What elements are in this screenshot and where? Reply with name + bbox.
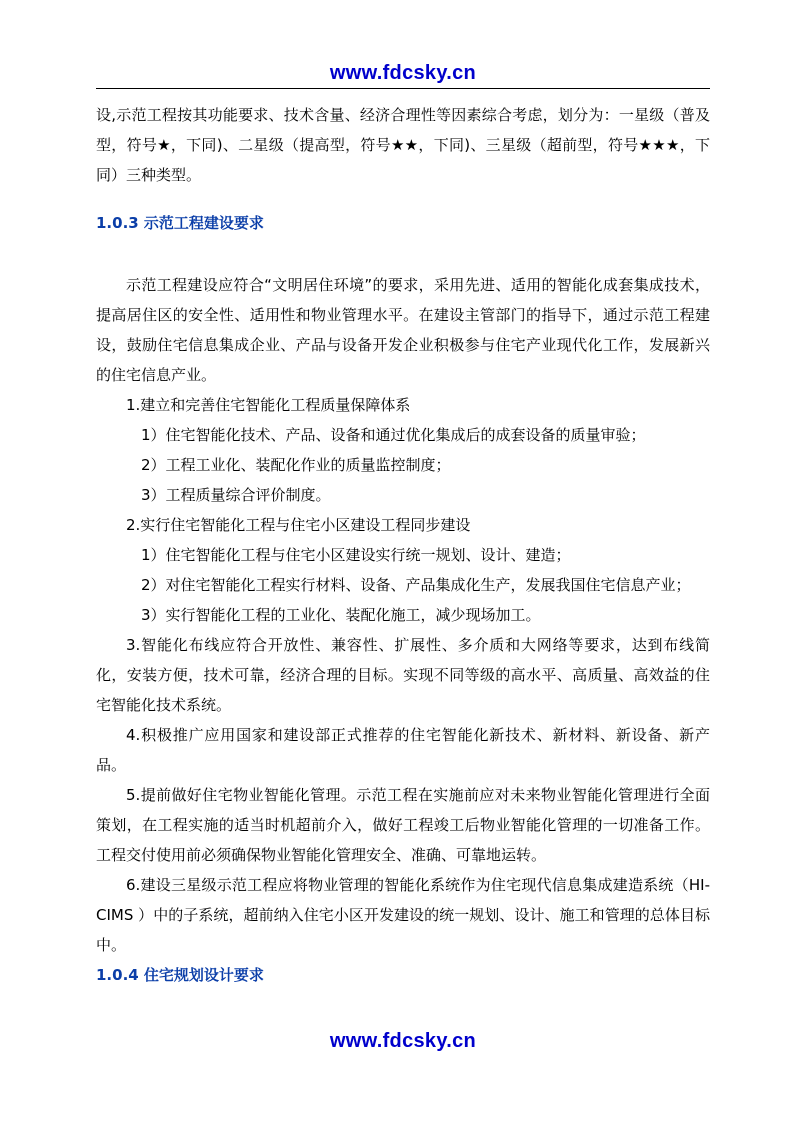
list-item-2: 2.实行住宅智能化工程与住宅小区建设工程同步建设 bbox=[126, 516, 471, 534]
list-item-4: 4.积极推广应用国家和建设部正式推荐的住宅智能化新技术、新材料、新设备、新产品。 bbox=[96, 726, 710, 774]
list-item-2-2: 2）对住宅智能化工程实行材料、设备、产品集成化生产，发展我国住宅信息产业； bbox=[141, 576, 691, 594]
list-item-2-3: 3）实行智能化工程的工业化、装配化施工，减少现场加工。 bbox=[141, 606, 541, 624]
section-heading-1-0-3: 1.0.3 示范工程建设要求 bbox=[96, 214, 264, 232]
list-item-2-1: 1）住宅智能化工程与住宅小区建设实行统一规划、设计、建造； bbox=[141, 546, 571, 564]
list-item-1-3: 3）工程质量综合评价制度。 bbox=[141, 486, 331, 504]
list-item-6: 6.建设三星级示范工程应将物业管理的智能化系统作为住宅现代信息集成建造系统（HI-CIMS ）中的子系统，超前纳入住宅小区开发建设的统一规划、设计、施工和管理的总体目标中。 bbox=[96, 876, 710, 954]
list-item-1-2: 2）工程工业化、装配化作业的质量监控制度； bbox=[141, 456, 451, 474]
section-heading-1-0-4: 1.0.4 住宅规划设计要求 bbox=[96, 966, 264, 984]
list-item-1: 1.建立和完善住宅智能化工程质量保障体系 bbox=[126, 396, 411, 414]
list-item-3: 3.智能化布线应符合开放性、兼容性、扩展性、多介质和大网络等要求，达到布线简化，安装方便，技术可靠，经济合理的目标。实现不同等级的高水平、高质量、高效益的住宅智能化技术系统。 bbox=[96, 636, 710, 714]
list-item-1-1: 1）住宅智能化技术、产品、设备和通过优化集成后的成套设备的质量审验； bbox=[141, 426, 646, 444]
paragraph-requirements-intro: 示范工程建设应符合“文明居住环境”的要求，采用先进、适用的智能化成套集成技术，提高居住区的安全性、适用性和物业管理水平。在建设主管部门的指导下，通过示范工程建设，鼓励住宅信息集成企业、产品与设备开发企业积极参与住宅产业现代化工作，发展新兴的住宅信息产业。 bbox=[96, 276, 710, 384]
header-site-link[interactable]: www.fdcsky.cn bbox=[329, 62, 477, 84]
page-footer bbox=[96, 1026, 710, 1056]
page-header bbox=[96, 58, 710, 89]
document-body bbox=[96, 100, 710, 990]
list-item-5: 5.提前做好住宅物业智能化管理。示范工程在实施前应对未来物业智能化管理进行全面策划，在工程实施的适当时机超前介入，做好工程竣工后物业智能化管理的一切准备工作。工程交付使用前必须确保物业智能化管理安全、准确、可靠地运转。 bbox=[96, 786, 710, 864]
footer-site-link[interactable]: www.fdcsky.cn bbox=[329, 1030, 477, 1052]
paragraph-classification: 设,示范工程按其功能要求、技术含量、经济合理性等因素综合考虑，划分为：一星级（普及型，符号★，下同)、二星级（提高型，符号★★，下同)、三星级（超前型，符号★★★，下同）三种类型。 bbox=[96, 106, 710, 184]
